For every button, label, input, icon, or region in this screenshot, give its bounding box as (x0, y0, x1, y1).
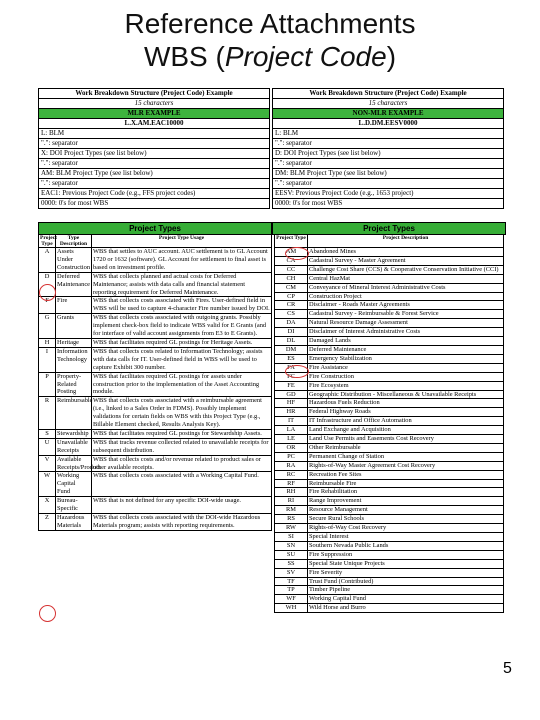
doi-type-code: X (39, 497, 56, 514)
blm-type-row (275, 443, 504, 452)
wbs-right-row (273, 159, 504, 169)
doi-type-usage: WBS that collects costs related to Information Technology; assists with data calls for IT. User-defined field in WBS will be used to capture Exhibit 300 number. (92, 347, 272, 372)
doi-type-code: P (39, 372, 56, 397)
wbs-left-row (39, 129, 270, 139)
blm-type-row (275, 408, 504, 417)
blm-type-row (275, 319, 504, 328)
doi-type-description: Bureau-Specific (56, 497, 92, 514)
doi-type-description: Hazardous Materials (56, 514, 92, 531)
blm-type-description: Permanent Change of Station (308, 452, 504, 461)
wbs-left-row-text: AM: BLM Project Type (see list below) (39, 169, 270, 179)
blm-type-code: LE (275, 435, 308, 444)
doi-type-row (39, 372, 272, 397)
blm-type-row (275, 417, 504, 426)
wbs-left-row-text: ".": separator (39, 139, 270, 149)
blm-type-row (275, 524, 504, 533)
wbs-right-row (273, 139, 504, 149)
wbs-right-row-text: L: BLM (273, 129, 504, 139)
blm-type-row (275, 559, 504, 568)
blm-type-description: Challenge Cost Share (CCS) & Cooperative Conservation Initiative (CCI) (308, 265, 504, 274)
blm-type-row (275, 497, 504, 506)
blm-type-description: Damaged Lands (308, 337, 504, 346)
wbs-right-row (273, 179, 504, 189)
blm-type-code: CS (275, 310, 308, 319)
wbs-left-row (39, 179, 270, 189)
blm-type-code: SN (275, 541, 308, 550)
blm-type-description: Fire Ecosystem (308, 381, 504, 390)
doi-type-row (39, 347, 272, 372)
blm-type-row (275, 390, 504, 399)
doi-type-description: Reimbursable (56, 397, 92, 430)
blm-type-row (275, 479, 504, 488)
doi-type-usage: WBS that facilitates required GL postings for Stewardship Assets. (92, 429, 272, 438)
blm-type-description: Secure Rural Schools (308, 515, 504, 524)
blm-type-row (275, 426, 504, 435)
doi-type-row (39, 248, 272, 273)
page-number: 5 (503, 660, 512, 677)
blm-type-description: Hazardous Fuels Reduction (308, 399, 504, 408)
blm-type-code: RF (275, 479, 308, 488)
blm-type-code: ES (275, 354, 308, 363)
blm-type-description: Special State Unique Projects (308, 559, 504, 568)
wbs-right-row-text: DM: BLM Project Type (see list below) (273, 169, 504, 179)
wbs-left-row-text: 0000: 0's for most WBS (39, 199, 270, 209)
blm-type-description: Deferred Maintenance (308, 345, 504, 354)
blm-type-description: Disclaimer of Interest Administrative Costs (308, 328, 504, 337)
wbs-left-row-text: X: DOI Project Types (see list below) (39, 149, 270, 159)
doi-type-code: H (39, 338, 56, 347)
doi-type-row (39, 338, 272, 347)
blm-type-code: RH (275, 488, 308, 497)
blm-type-row (275, 550, 504, 559)
blm-type-description: Fire Suppression (308, 550, 504, 559)
wbs-right-row (273, 149, 504, 159)
blm-type-description: Federal Highway Roads (308, 408, 504, 417)
doi-type-description: Assets Under Construction (57, 248, 91, 271)
blm-type-row (275, 506, 504, 515)
blm-type-row (275, 515, 504, 524)
blm-type-code: RS (275, 515, 308, 524)
doi-type-row (39, 455, 272, 472)
blm-type-code: HF (275, 399, 308, 408)
doi-type-row (39, 429, 272, 438)
doi-type-code: D (39, 272, 56, 297)
wbs-right-row (273, 189, 504, 199)
blm-type-row (275, 452, 504, 461)
doi-type-usage: WBS that settles to AUC account. AUC settlement is to GL Account 1720 or 1632 (software). GL Account for settlement to final asset is based on investment profile. (92, 248, 272, 273)
blm-type-code: DI (275, 328, 308, 337)
wbs-right-row-text: D: DOI Project Types (see list below) (273, 149, 504, 159)
doi-type-usage: WBS that collects costs associated with outgoing grants. Possibly implement check-box field to indicate WBS valid for E Grants (and for interface of valid account assignments from E3 to E Grants). (92, 314, 272, 339)
blm-type-code: IT (275, 417, 308, 426)
blm-type-description: Construction Project (308, 292, 504, 301)
blm-type-description: Emergency Stabilization (308, 354, 504, 363)
blm-type-description: IT Infrastructure and Office Automation (308, 417, 504, 426)
doi-type-code: G (39, 314, 56, 339)
blm-type-code: HR (275, 408, 308, 417)
wbs-left-code: L.X.AM.EAC10000 (39, 119, 270, 129)
blm-type-code: WF (275, 595, 308, 604)
doi-type-usage: WBS that collects planned and actual costs for Deferred Maintenance; assists with data calls and financial statement reporting requirement for Deferred Maintenance. (92, 272, 272, 297)
doi-type-usage: WBS that facilitates required GL postings for assets under construction prior to the implementation of the Asset Accounting module. (92, 372, 272, 397)
blm-type-description: Land Exchange and Acquisition (308, 426, 504, 435)
doi-type-row (39, 438, 272, 455)
wbs-example-left-table (38, 88, 270, 209)
blm-type-row (275, 381, 504, 390)
blm-type-code: CH (275, 274, 308, 283)
blm-type-description: Special Interest (308, 533, 504, 542)
blm-type-code: RM (275, 506, 308, 515)
doi-type-description: Information Technology (56, 347, 92, 372)
blm-type-description: Disclaimer - Roads Master Agreements (308, 301, 504, 310)
doi-type-description: Unavailable Receipts (56, 438, 92, 455)
doi-type-description: Grants (56, 314, 92, 339)
doi-type-row (39, 297, 272, 314)
blm-type-code: TP (275, 586, 308, 595)
blm-type-description: Other Reimbursable (308, 443, 504, 452)
highlight-circle-am (285, 247, 309, 260)
blm-type-row (275, 256, 504, 265)
blm-type-code: GD (275, 390, 308, 399)
doi-type-description: Stewardship (56, 429, 92, 438)
wbs-left-chars: 15 characters (39, 99, 270, 109)
blm-type-row (275, 568, 504, 577)
blm-type-code: SI (275, 533, 308, 542)
wbs-right-row (273, 199, 504, 209)
doi-col-desc: Type Description (56, 235, 92, 248)
blm-type-code: TF (275, 577, 308, 586)
blm-type-row (275, 435, 504, 444)
blm-type-code: PC (275, 452, 308, 461)
blm-type-row (275, 586, 504, 595)
blm-type-row (275, 283, 504, 292)
doi-type-code: Z (39, 514, 56, 531)
blm-type-code: LA (275, 426, 308, 435)
doi-col-type: Project Type (40, 235, 57, 247)
blm-type-row (275, 604, 504, 613)
doi-type-usage: WBS that facilitates required GL postings for Heritage Assets. (92, 338, 272, 347)
blm-type-code: OR (275, 443, 308, 452)
blm-type-description: Fire Severity (308, 568, 504, 577)
blm-type-row (275, 461, 504, 470)
wbs-example-right-table (272, 88, 504, 209)
doi-type-row (39, 472, 272, 497)
blm-type-code: DL (275, 337, 308, 346)
blm-type-code: CC (275, 265, 308, 274)
title-italic: Project Code (224, 41, 387, 72)
blm-type-description: Central HazMat (308, 274, 504, 283)
blm-project-types-table (274, 234, 504, 613)
blm-type-row (275, 470, 504, 479)
blm-type-row (275, 301, 504, 310)
blm-type-code: SU (275, 550, 308, 559)
wbs-left-row-text: ".": separator (39, 159, 270, 169)
blm-type-code: CR (275, 301, 308, 310)
blm-type-code: SV (275, 568, 308, 577)
doi-type-description: Deferred Maintenance (56, 272, 92, 297)
blm-type-row (275, 337, 504, 346)
wbs-left-row (39, 139, 270, 149)
blm-type-row (275, 595, 504, 604)
blm-type-code: FE (275, 381, 308, 390)
blm-type-description: Cadastral Survey - Master Agreement (308, 256, 504, 265)
doi-type-usage: WBS that is not defined for any specific DOI-wide usage. (92, 497, 272, 514)
doi-type-code: R (39, 397, 56, 430)
blm-type-description: Reimbursable Fire (308, 479, 504, 488)
doi-type-usage: WBS that collects costs associated with the DOI-wide Hazardous Materials program; assists with reporting requirements. (92, 514, 272, 531)
doi-project-types-banner: Project Types (38, 222, 272, 235)
wbs-right-row (273, 169, 504, 179)
blm-type-description: Recreation Fee Sites (308, 470, 504, 479)
blm-type-row (275, 265, 504, 274)
blm-type-code: SS (275, 559, 308, 568)
wbs-right-label: NON-MLR EXAMPLE (273, 109, 504, 119)
blm-type-row (275, 533, 504, 542)
wbs-left-label: MLR EXAMPLE (39, 109, 270, 119)
highlight-circle-dm (285, 365, 309, 378)
doi-type-code: W (39, 472, 56, 497)
doi-type-code: S (39, 429, 56, 438)
blm-type-code: RA (275, 461, 308, 470)
blm-type-row (275, 354, 504, 363)
doi-type-description: Working Capital Fund (56, 472, 92, 497)
blm-type-description: Rights-of-Way Master Agreement Cost Recovery (308, 461, 504, 470)
blm-type-row (275, 274, 504, 283)
blm-type-row (275, 541, 504, 550)
doi-type-description: Available Receipts/Product (57, 455, 101, 471)
doi-project-types-table (38, 234, 272, 531)
blm-type-code: RC (275, 470, 308, 479)
doi-type-row (39, 497, 272, 514)
wbs-right-row-text: 0000: 0's for most WBS (273, 199, 504, 209)
blm-type-description: Southern Nevada Public Lands (308, 541, 504, 550)
blm-type-description: Abandoned Mines (308, 248, 504, 257)
blm-col-type: Project Type (275, 235, 308, 248)
blm-type-code: DA (275, 319, 308, 328)
blm-type-row (275, 399, 504, 408)
blm-type-description: Fire Rehabilitation (308, 488, 504, 497)
doi-type-code: V (39, 455, 56, 472)
doi-type-code: I (39, 347, 56, 372)
wbs-right-row-text: ".": separator (273, 179, 504, 189)
blm-type-description: Trust Fund (Contributed) (308, 577, 504, 586)
wbs-left-row (39, 169, 270, 179)
blm-type-code: CA (275, 256, 308, 265)
blm-type-description: Natural Resource Damage Assessment (308, 319, 504, 328)
blm-type-description: Cadastral Survey - Reimbursable & Forest Service (308, 310, 504, 319)
wbs-right-code: L.D.DM.EESV0000 (273, 119, 504, 129)
wbs-right-row (273, 129, 504, 139)
blm-type-description: Fire Assistance (308, 363, 504, 372)
blm-type-code: DM (275, 345, 308, 354)
blm-type-description: Conveyance of Mineral Interest Administrative Costs (308, 283, 504, 292)
doi-type-description: Property-Related Posting (56, 372, 92, 397)
doi-type-usage: WBS that collects costs associated with a Working Capital Fund. (92, 472, 272, 497)
wbs-left-row (39, 189, 270, 199)
doi-type-usage: WBS that collects costs associated with a reimbursable agreement (i.e., linked to a Sales Order in FDMS). Possibly implement validations for certain fields on WBS with this Project Type (e.g., Billable Element checked, Results Analysis Key). (92, 397, 272, 430)
wbs-left-row (39, 149, 270, 159)
blm-type-row (275, 488, 504, 497)
slide-title-line2: WBS (Project Code) (143, 41, 397, 72)
doi-col-usage: Project Type Usage (92, 235, 272, 248)
blm-type-code: CM (275, 283, 308, 292)
blm-type-row (275, 310, 504, 319)
blm-type-description: Timber Pipeline (308, 586, 504, 595)
blm-type-description: Land Use Permits and Easements Cost Recovery (308, 435, 504, 444)
doi-type-code: F (39, 297, 56, 314)
blm-col-desc: Project Description (308, 235, 504, 248)
doi-type-usage: WBS that collects costs and/or revenue related to product sales or other available receipts. (92, 455, 272, 472)
blm-type-code: RI (275, 497, 308, 506)
wbs-left-row (39, 159, 270, 169)
doi-type-row (39, 314, 272, 339)
doi-type-row (39, 397, 272, 430)
wbs-right-chars: 15 characters (273, 99, 504, 109)
wbs-left-row (39, 199, 270, 209)
doi-type-description: Heritage (56, 338, 92, 347)
blm-type-code: CP (275, 292, 308, 301)
wbs-left-row-text: L: BLM (39, 129, 270, 139)
wbs-left-row-text: ".": separator (39, 179, 270, 189)
wbs-right-row-text: ".": separator (273, 139, 504, 149)
blm-type-description: Geographic Distribution - Miscellaneous & Unavailable Receipts (308, 390, 504, 399)
blm-type-description: Working Capital Fund (308, 595, 504, 604)
blm-type-description: Fire Construction (308, 372, 504, 381)
blm-type-row (275, 328, 504, 337)
doi-type-usage: WBS that collects costs associated with Fires. User-defined field in WBS will be used to capture 4-character Fire number issued by DOI. (93, 297, 270, 313)
blm-type-description: Wild Horse and Burro (308, 604, 504, 613)
doi-type-code: U (39, 438, 56, 455)
wbs-right-row-text: EESV: Previous Project Code (e.g., 1653 project) (273, 189, 504, 199)
doi-type-row (39, 514, 272, 531)
blm-type-description: Resource Management (308, 506, 504, 515)
blm-type-row (275, 292, 504, 301)
highlight-circle-d (39, 284, 56, 301)
blm-type-row (275, 345, 504, 354)
blm-type-code: RW (275, 524, 308, 533)
wbs-left-row-text: EAC1: Previous Project Code (e.g., FFS project codes) (39, 189, 270, 199)
slide-title-line1: Reference Attachments (124, 8, 416, 39)
blm-project-types-banner: Project Types (272, 222, 506, 235)
blm-type-description: Rights-of-Way Cost Recovery (308, 524, 504, 533)
blm-type-row (275, 372, 504, 381)
blm-type-code: AM (275, 248, 308, 257)
blm-type-code: FC (275, 372, 308, 381)
doi-type-row (39, 272, 272, 297)
wbs-right-row-text: ".": separator (273, 159, 504, 169)
blm-type-code: WH (275, 604, 308, 613)
wbs-right-heading: Work Breakdown Structure (Project Code) Example (273, 89, 504, 99)
wbs-left-heading: Work Breakdown Structure (Project Code) Example (39, 89, 270, 99)
doi-type-code: A (39, 248, 56, 273)
blm-type-code: FA (275, 363, 308, 372)
blm-type-row (275, 577, 504, 586)
doi-type-description: Fire (56, 297, 92, 314)
highlight-circle-x (39, 605, 56, 622)
blm-type-description: Range Improvement (308, 497, 504, 506)
doi-type-usage: WBS that tracks revenue collected related to unavailable receipts for subsequent distribution. (92, 438, 272, 455)
